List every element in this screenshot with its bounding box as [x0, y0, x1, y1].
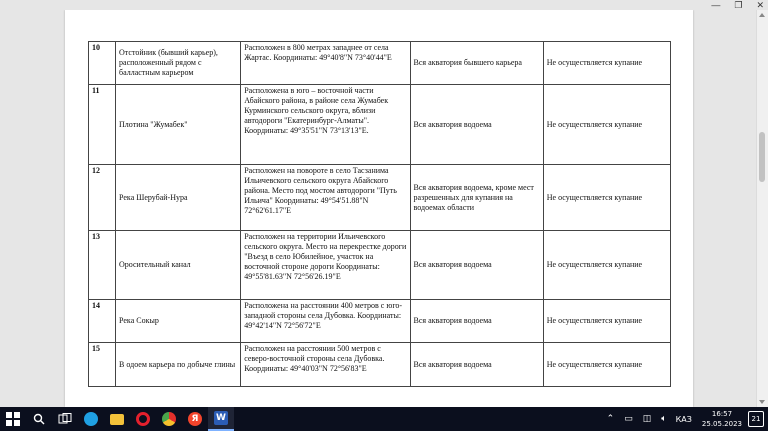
table-row — [89, 231, 671, 300]
chrome-button[interactable] — [156, 407, 182, 431]
water-body-name: Отстойник (бывший карьер), расположенный рядом с балластным карьером — [116, 42, 241, 85]
close-button[interactable]: ✕ — [756, 0, 764, 10]
minimize-button[interactable]: — — [711, 0, 721, 10]
network-icon[interactable]: ◫ — [642, 414, 652, 424]
location-description: Расположен на территории Ильичевского сельского округа. Место на перекрестке дороги "Въезд в село Юбилейное, участок на восточной стороне дороги Координаты: 49°55'81.63"N 72°56'26.19"E — [241, 231, 410, 300]
document-workspace — [0, 10, 757, 407]
restricted-area: Вся акватория бывшего карьера — [410, 42, 543, 85]
yandex-browser-icon: Я — [188, 412, 202, 426]
table-row — [89, 165, 671, 231]
row-number: 12 — [89, 165, 116, 231]
restore-button[interactable]: ❐ — [734, 0, 743, 10]
table-row — [89, 343, 671, 387]
task-view-icon — [58, 413, 72, 425]
file-explorer-icon — [110, 414, 124, 425]
row-number: 11 — [89, 85, 116, 165]
window-controls — [711, 0, 764, 10]
clock-time: 16:57 — [711, 410, 733, 418]
edge-button[interactable] — [78, 407, 104, 431]
word-icon: W — [214, 411, 228, 425]
chrome-icon — [162, 412, 176, 426]
water-body-name: Река Шерубай-Нура — [116, 165, 241, 231]
bathing-status: Не осуществляется купание — [543, 300, 670, 343]
window-title-bar — [0, 0, 768, 10]
restricted-area: Вся акватория водоема, кроме мест разрешенных для купания на водоемах области — [410, 165, 543, 231]
vertical-scrollbar[interactable] — [756, 10, 768, 407]
volume-icon[interactable]: 🔈︎ — [661, 414, 667, 424]
table-row — [89, 300, 671, 343]
location-description: Расположена на расстоянии 400 метров с юго-западной стороны села Дубовка. Координаты: 49°42'14"N 72°56'72"E — [241, 300, 410, 343]
file-explorer-button[interactable] — [104, 407, 130, 431]
water-body-name: Река Сокыр — [116, 300, 241, 343]
scroll-thumb[interactable] — [759, 132, 765, 182]
taskbar — [0, 407, 768, 431]
start-button[interactable] — [0, 407, 26, 431]
start-icon — [6, 412, 20, 426]
bathing-status: Не осуществляется купание — [543, 231, 670, 300]
bathing-status: Не осуществляется купание — [543, 85, 670, 165]
water-body-name: Оросительный канал — [116, 231, 241, 300]
bathing-status: Не осуществляется купание — [543, 343, 670, 387]
scroll-down-icon[interactable] — [759, 400, 765, 404]
yandex-browser-button[interactable] — [182, 407, 208, 431]
language-indicator[interactable]: КАЗ — [675, 414, 692, 424]
clock-date: 25.05.2023 — [701, 420, 742, 428]
opera-button[interactable] — [130, 407, 156, 431]
clock[interactable] — [702, 409, 742, 429]
restricted-area: Вся акватория водоема — [410, 343, 543, 387]
row-number: 10 — [89, 42, 116, 85]
document-page[interactable] — [65, 10, 693, 407]
notifications-icon[interactable]: 21 — [748, 411, 764, 427]
restricted-area: Вся акватория водоема — [410, 85, 543, 165]
table-row — [89, 85, 671, 165]
task-view-button[interactable] — [52, 407, 78, 431]
location-description: Расположена в юго – восточной части Абайского района, в районе села Жумабек Курминского сельского округа, вблизи автодороги "Екатеринбург-Алматы". Координаты: 49°35'51"N 73°13'13"E. — [241, 85, 410, 165]
bathing-status: Не осуществляется купание — [543, 42, 670, 85]
location-description: Расположен на расстоянии 500 метров с северо-восточной стороны села Дубовка. Координаты: 49°40'03"N 72°56'83"E — [241, 343, 410, 387]
row-number: 14 — [89, 300, 116, 343]
row-number: 13 — [89, 231, 116, 300]
search-icon — [33, 413, 45, 425]
word-button[interactable] — [208, 407, 234, 431]
water-bodies-table — [88, 41, 671, 387]
water-body-name: Плотина "Жумабек" — [116, 85, 241, 165]
system-tray — [602, 407, 768, 431]
water-body-name: В одоем карьера по добыче глины — [116, 343, 241, 387]
chevron-up-icon[interactable]: ⌃ — [606, 414, 615, 424]
battery-icon[interactable]: ▭ — [624, 414, 633, 424]
row-number: 15 — [89, 343, 116, 387]
restricted-area: Вся акватория водоема — [410, 300, 543, 343]
bathing-status: Не осуществляется купание — [543, 165, 670, 231]
scroll-up-icon[interactable] — [759, 13, 765, 17]
edge-icon — [84, 412, 98, 426]
location-description: Расположен на повороте в село Тасзанима Ильичевского сельского округа Абайского района. Место под мостом автодороги "Путь Ильича" Координаты: 49°54'51.88"N 72°62'61.17"E — [241, 165, 410, 231]
location-description: Расположен в 800 метрах западнее от села Жартас. Координаты: 49°40'8"N 73°40'44"E — [241, 42, 410, 85]
restricted-area: Вся акватория водоема — [410, 231, 543, 300]
table-row — [89, 42, 671, 85]
opera-icon — [136, 412, 150, 426]
search-button[interactable] — [26, 407, 52, 431]
